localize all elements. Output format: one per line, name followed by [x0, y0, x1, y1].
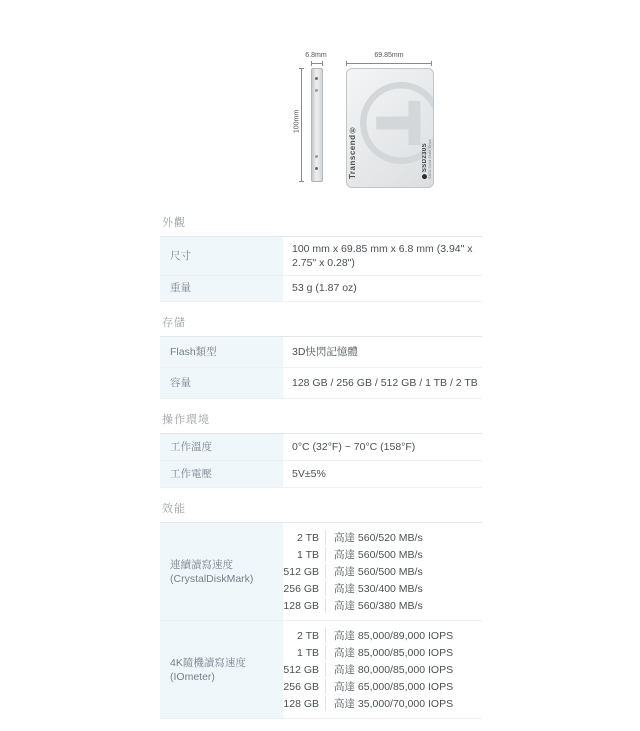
row-label [160, 523, 283, 620]
section-storage [160, 314, 482, 399]
perf-entry [283, 678, 482, 695]
perf-entry [283, 546, 482, 563]
capacity-label: 256 GB [283, 680, 319, 693]
perf-entry [283, 644, 482, 661]
capacity-label: 1 TB [297, 548, 319, 561]
row-value: 0°C (32°F) ~ 70°C (158°F) [283, 434, 482, 460]
dimension-line-thickness [311, 61, 323, 66]
row-label: 工作電壓 [160, 461, 283, 487]
capacity-label: 512 GB [283, 663, 319, 676]
section-operating-environment [160, 411, 482, 488]
row-label: Flash類型 [160, 337, 283, 367]
table-row-sequential-speed [160, 523, 482, 621]
table-row [160, 461, 482, 488]
speed-value: 高達 560/500 MB/s [325, 564, 423, 579]
spec-table [160, 522, 482, 719]
screw-hole-icon [315, 77, 318, 80]
brand-text: Transcend® [348, 124, 357, 179]
table-row-random-speed [160, 621, 482, 719]
ssd-side-view [311, 68, 323, 182]
screw-hole-icon [315, 155, 318, 158]
table-row [160, 368, 482, 399]
ssd-front-view [346, 68, 434, 188]
table-row [160, 276, 482, 301]
iops-value: 高達 65,000/85,000 IOPS [325, 679, 453, 694]
product-diagram [293, 50, 438, 192]
iops-value: 高達 85,000/89,000 IOPS [325, 628, 453, 643]
dimension-label-thickness: 6.8mm [305, 52, 327, 59]
row-label: 重量 [160, 276, 283, 300]
perf-entry-list [283, 621, 482, 718]
perf-entry [283, 661, 482, 678]
dimension-label-height: 100mm [293, 109, 301, 134]
perf-entry [283, 627, 482, 644]
capacity-label: 128 GB [283, 697, 319, 710]
section-title: 操作環境 [162, 413, 210, 426]
perf-entry [283, 563, 482, 580]
spec-table [160, 336, 482, 399]
section-appearance [160, 214, 482, 302]
speed-value: 高達 560/520 MB/s [325, 530, 423, 545]
capacity-label: 2 TB [297, 531, 319, 544]
capacity-label: 128 GB [283, 599, 319, 612]
screw-hole-icon [315, 167, 318, 170]
iops-value: 高達 85,000/85,000 IOPS [325, 645, 453, 660]
dimension-line-width [346, 61, 432, 66]
perf-entry [283, 580, 482, 597]
row-label-line1: 連續讀寫速度 [170, 558, 233, 571]
row-value: 53 g (1.87 oz) [283, 276, 482, 300]
table-row [160, 337, 482, 368]
row-label-line1: 4K隨機讀寫速度 (IOmeter) [170, 656, 246, 683]
section-performance [160, 500, 482, 719]
row-value: 128 GB / 256 GB / 512 GB / 1 TB / 2 TB [283, 368, 482, 398]
row-label: 容量 [160, 368, 283, 398]
model-subtext: SATA Solid State Drive [428, 139, 432, 179]
row-value: 3D快閃記憶體 [283, 337, 482, 367]
row-label [160, 621, 283, 718]
screw-hole-icon [315, 89, 318, 92]
perf-entry-list [283, 523, 482, 620]
row-label: 工作溫度 [160, 434, 283, 460]
speed-value: 高達 560/380 MB/s [325, 598, 423, 613]
iops-value: 高達 35,000/70,000 IOPS [325, 696, 453, 711]
perf-entry [283, 597, 482, 614]
section-title: 外觀 [162, 217, 186, 229]
section-title: 效能 [162, 503, 186, 516]
spec-sections [160, 214, 482, 731]
model-label: SSD230S [422, 142, 428, 172]
perf-entry [283, 695, 482, 712]
speed-value: 高達 560/500 MB/s [325, 547, 423, 562]
dimension-label-width: 69.85mm [374, 52, 404, 59]
spec-table [160, 236, 482, 302]
table-row [160, 434, 482, 461]
capacity-label: 256 GB [283, 582, 319, 595]
section-title: 存儲 [162, 316, 186, 329]
row-label: 尺寸 [160, 237, 283, 275]
iops-value: 高達 80,000/85,000 IOPS [325, 662, 453, 677]
row-value: 5V±5% [283, 461, 482, 487]
capacity-label: 512 GB [283, 565, 319, 578]
row-value: 100 mm x 69.85 mm x 6.8 mm (3.94" x 2.75" x 0.28") [283, 237, 482, 275]
speed-value: 高達 530/400 MB/s [325, 581, 423, 596]
capacity-label: 2 TB [297, 629, 319, 642]
transcend-logo-icon [423, 174, 428, 179]
table-row [160, 237, 482, 276]
perf-entry [283, 529, 482, 546]
row-label-line2: (CrystalDiskMark) [170, 572, 254, 585]
capacity-label: 1 TB [297, 646, 319, 659]
spec-table [160, 433, 482, 488]
